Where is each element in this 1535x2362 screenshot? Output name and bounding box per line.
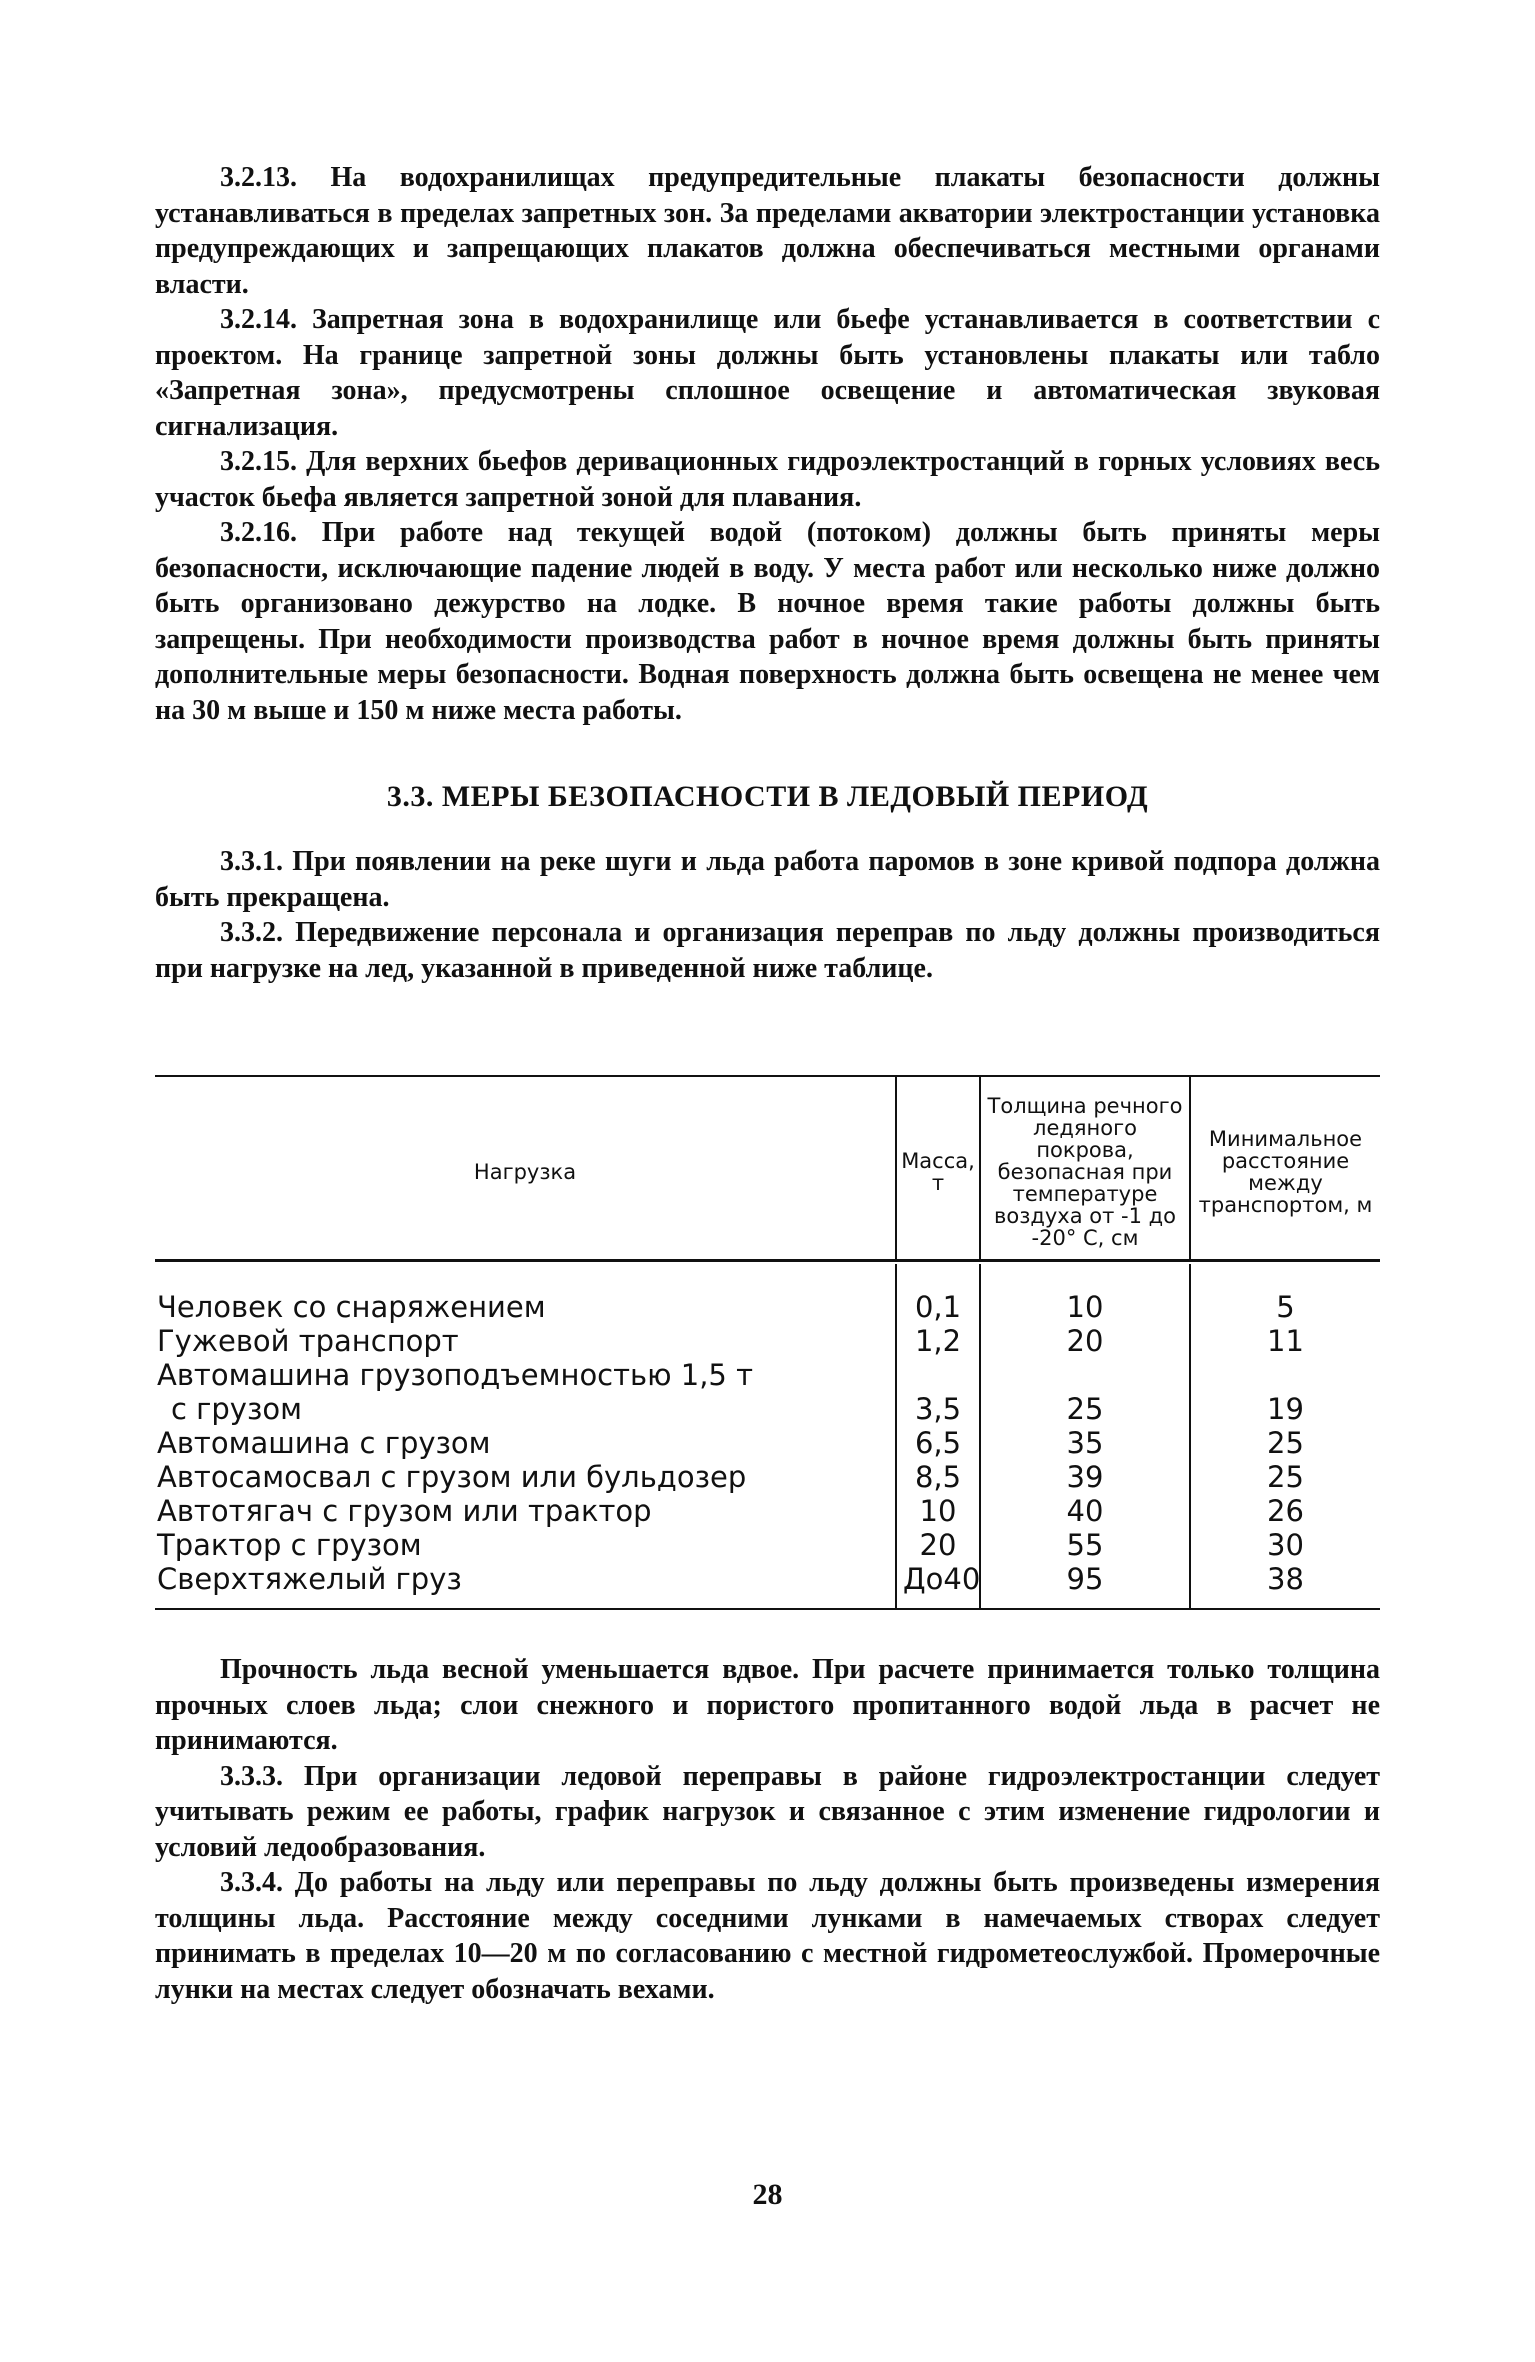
cell-mass: 3,5 — [896, 1392, 980, 1426]
table-row — [155, 1426, 1380, 1460]
cell-distance: 30 — [1190, 1528, 1380, 1562]
cell-distance: 25 — [1190, 1426, 1380, 1460]
table-row — [155, 1392, 1380, 1426]
paragraph-3-3-3: 3.3.3. При организации ледовой переправы в районе гидроэлектростанции следует учитывать режим ее работы, график нагрузок и связанное с этим изменение гидрологии и условий ледообразования. — [155, 1760, 1380, 1863]
cell-thickness — [980, 1358, 1190, 1392]
table-row — [155, 1562, 1380, 1608]
cell-distance: 19 — [1190, 1392, 1380, 1426]
cell-distance: 25 — [1190, 1460, 1380, 1494]
cell-mass: 8,5 — [896, 1460, 980, 1494]
cell-load: Автомашина с грузом — [157, 1426, 491, 1460]
page-number: 28 — [752, 2178, 783, 2211]
cell-thickness: 39 — [980, 1460, 1190, 1494]
table-header-row — [155, 1077, 1380, 1261]
cell-mass: 1,2 — [896, 1324, 980, 1358]
cell-mass: 10 — [896, 1494, 980, 1528]
table-row — [155, 1460, 1380, 1494]
paragraph-3-2-14: 3.2.14. Запретная зона в водохранилище или бьефе устанавливается в соответствии с проектом. На границе запретной зоны должны быть установлены плакаты или табло «Запретная зона», предусмотрены сплошное освещение и автоматическая звуковая сигнализация. — [155, 304, 1380, 442]
paragraph-3-3-2: 3.3.2. Передвижение персонала и организация переправ по льду должны производиться при нагрузке на лед, указанной в приведенной ниже таблице. — [155, 917, 1380, 984]
cell-thickness: 40 — [980, 1494, 1190, 1528]
text-top-block — [155, 160, 1380, 986]
cell-load: Сверхтяжелый груз — [157, 1562, 462, 1596]
paragraph-3-3-4: 3.3.4. До работы на льду или переправы по льду должны быть произведены измерения толщины льда. Расстояние между соседними лунками в намечаемых створах следует принимать в пределах 10—20 м по согласованию с местной гидрометеослужбой. Промерочные лунки на местах следует обозначать вехами. — [155, 1867, 1380, 2005]
cell-load: Человек со снаряжением — [157, 1290, 546, 1324]
cell-mass — [896, 1358, 980, 1392]
paragraph-3-2-16: 3.2.16. При работе над текущей водой (потоком) должны быть приняты меры безопасности, исключающие падение людей в воду. У места работ или несколько ниже должно быть организовано дежурство на лодке. В ночное время такие работы должны быть запрещены. При необходимости производства работ в ночное время должны быть приняты дополнительные меры безопасности. Водная поверхность должна быть освещена не менее чем на 30 м выше и 150 м ниже места работы. — [155, 517, 1380, 726]
header-mass: Масса, т — [896, 1077, 980, 1261]
cell-distance — [1190, 1358, 1380, 1392]
paragraph-3-2-13: 3.2.13. На водохранилищах предупредительные плакаты безопасности должны устанавливаться в пределах запретных зон. За пределами акватории электростанции установка предупреждающих и запрещающих плакатов должна обеспечиваться местными органами власти. — [155, 162, 1380, 300]
cell-load: Автотягач с грузом или трактор — [157, 1494, 652, 1528]
paragraph-3-2-15: 3.2.15. Для верхних бьефов деривационных гидроэлектростанций в горных условиях весь участок бьефа является запретной зоной для плавания. — [155, 446, 1380, 513]
table-row — [155, 1324, 1380, 1358]
table-bottom-rule — [155, 1608, 1380, 1610]
cell-thickness: 55 — [980, 1528, 1190, 1562]
cell-thickness: 20 — [980, 1324, 1190, 1358]
cell-thickness: 25 — [980, 1392, 1190, 1426]
table-row — [155, 1358, 1380, 1392]
cell-mass: 0,1 — [896, 1264, 980, 1324]
cell-mass: 6,5 — [896, 1426, 980, 1460]
table-row — [155, 1528, 1380, 1562]
cell-distance: 5 — [1190, 1264, 1380, 1324]
cell-distance: 11 — [1190, 1324, 1380, 1358]
cell-mass: 20 — [896, 1528, 980, 1562]
cell-thickness: 35 — [980, 1426, 1190, 1460]
table-row — [155, 1264, 1380, 1324]
cell-distance: 26 — [1190, 1494, 1380, 1528]
header-distance: Минимальное расстояние между транспортом, м — [1190, 1077, 1380, 1261]
text-bottom-block — [155, 1652, 1380, 2007]
cell-load: с грузом — [171, 1392, 303, 1426]
cell-distance: 38 — [1190, 1562, 1380, 1608]
header-thickness: Толщина речного ледяного покрова, безопасная при температуре воздуха от -1 до -20° С, см — [980, 1077, 1190, 1261]
paragraph-ice-strength: Прочность льда весной уменьшается вдвое. При расчете принимается только толщина прочных слоев льда; слои снежного и пористого пропитанного водой льда в расчет не принимаются. — [155, 1654, 1380, 1756]
cell-load: Гужевой транспорт — [157, 1324, 459, 1358]
paragraph-3-3-1: 3.3.1. При появлении на реке шуги и льда работа паромов в зоне кривой подпора должна быть прекращена. — [155, 846, 1380, 913]
cell-load: Автосамосвал с грузом или бульдозер — [157, 1460, 747, 1494]
cell-thickness: 95 — [980, 1562, 1190, 1608]
ice-load-table — [155, 1075, 1380, 2007]
header-load: Нагрузка — [473, 1160, 577, 1184]
cell-load: Автомашина грузоподъемностью 1,5 т — [157, 1358, 753, 1392]
section-heading: 3.3. МЕРЫ БЕЗОПАСНОСТИ В ЛЕДОВЫЙ ПЕРИОД — [386, 780, 1149, 813]
cell-load: Трактор с грузом — [157, 1528, 422, 1562]
table-row — [155, 1494, 1380, 1528]
cell-thickness: 10 — [980, 1264, 1190, 1324]
cell-mass: До40 — [896, 1562, 980, 1608]
